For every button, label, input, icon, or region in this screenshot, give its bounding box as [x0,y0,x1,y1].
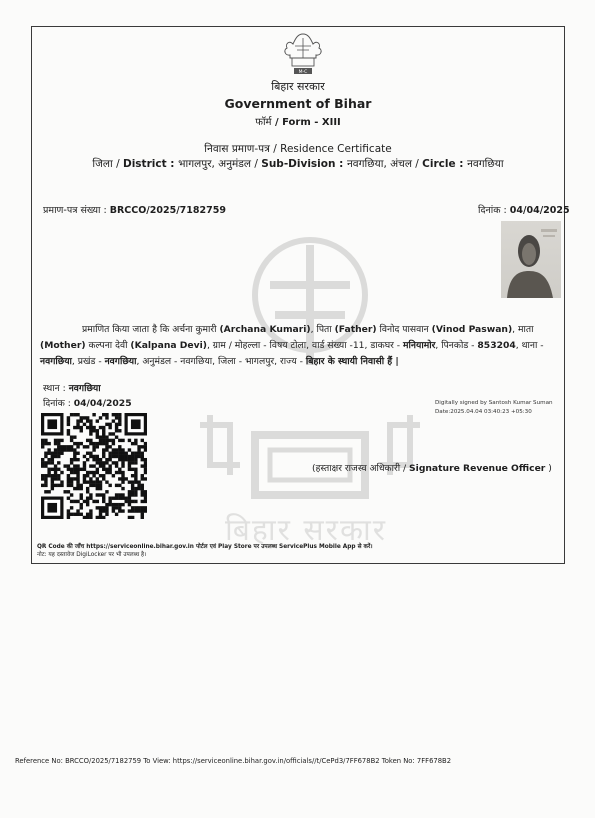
body-text-6: , ग्राम / मोहल्ला - विषय टोला, वार्ड संख्या -11, डाकघर - [206,340,404,351]
district-value: भागलपुर, अनुमंडल / [178,158,262,170]
bihar-emblem-icon [281,30,325,76]
reference-line: Reference No: BRCCO/2025/7182759 To View: https://serviceonline.bihar.gov.in/officials//t/CePd3/7FF678B2 Token No: 7FF678B2 [15,757,452,765]
father-label: (Father) [334,324,377,335]
block: नवगछिया [104,356,137,367]
body-text-7: , पिनकोड - [435,340,478,351]
person-silhouette-icon [501,221,561,298]
signature-en: Signature Revenue Officer [409,463,546,474]
district-hindi: जिला / [92,158,123,170]
place [43,381,101,394]
qr-code [41,413,147,519]
body-text-2: , पिता [310,324,335,335]
form-hindi: फॉर्म [255,117,272,128]
digital-signature-note [435,399,553,417]
hindi-title: बिहार सरकार [271,80,325,93]
father-name-en: (Vinod Paswan) [431,324,513,335]
qr-finder-pattern [47,503,57,513]
digital-sign-date: Date:2025.04.04 03:40:23 +05:30 [435,409,532,415]
applicant-name-en: (Archana Kumari) [219,324,311,335]
mother-label: (Mother) [40,340,86,351]
government-title: Government of Bihar [224,96,372,111]
sign-date [43,396,132,409]
issue-date [478,203,570,216]
body-text-8: , थाना - [515,340,544,351]
mother-name-en: (Kalpana Devi) [130,340,207,351]
applicant-photo [501,221,561,298]
qr-finder-pattern [131,419,141,429]
qr-finder-pattern [47,419,57,429]
subdivision-label: Sub-Division : [261,158,347,170]
subdivision-value: नवगछिया, अंचल / [346,158,423,170]
body-text-1: प्रमाणित किया जाता है कि अर्चना कुमारी [82,324,220,335]
circle-value: नवगछिया [467,158,504,170]
cert-no-value: BRCCO/2025/7182759 [109,205,226,216]
issue-date-value: 04/04/2025 [509,205,570,216]
form-number [31,114,565,128]
signature-hindi: (हस्ताक्षर राजस्व अधिकारी / [312,463,410,474]
digital-signer: Digitally signed by Santosh Kumar Suman [435,400,553,406]
cert-no-label: प्रमाण-पत्र संख्या : [43,205,110,216]
certificate-number [43,203,226,216]
body-text-10: , अनुमंडल - नवगछिया, जिला - भागलपुर, राज्य - [136,356,306,367]
residency-statement: बिहार के स्थायी निवासी हैं | [305,356,399,367]
body-text-5: कल्पना देवी [85,340,131,351]
thana: नवगछिया [40,356,72,367]
place-value: नवगछिया [68,383,101,394]
body-text-4: , माता [512,324,534,335]
circle-label: Circle : [422,158,468,170]
watermark-text: बिहार सरकार [225,513,388,548]
sign-date-value: 04/04/2025 [73,398,132,409]
pincode: 853204 [477,340,516,351]
body-text-9: , प्रखंड - [71,356,105,367]
signature-close: ) [545,463,552,474]
qr-note [37,543,373,559]
qr-note-line1: QR Code की जाँच https://serviceonline.bihar.gov.in पोर्टल एवं Play Store पर उपलब्ध ServicePlus Mobile App से करें। [37,544,373,550]
place-label: स्थान : [43,383,69,394]
certificate-body [40,322,550,370]
form-en: / Form - XIII [271,117,341,128]
district-line [31,157,565,171]
signature-line [312,461,552,474]
district-label: District : [122,158,179,170]
qr-note-line2: नोट: यह दस्तावेज DigiLocker पर भी उपलब्ध है। [37,552,147,558]
emblem-caption: M-C [298,70,308,75]
certificate-title: निवास प्रमाण-पत्र / Residence Certificate [204,143,392,155]
watermark-emblem-icon [180,225,440,545]
post-office: मनियामोर [403,340,436,351]
body-text-3: विनोद पासवान [376,324,432,335]
sign-date-label: दिनांक : [43,398,74,409]
issue-date-label: दिनांक : [478,205,510,216]
